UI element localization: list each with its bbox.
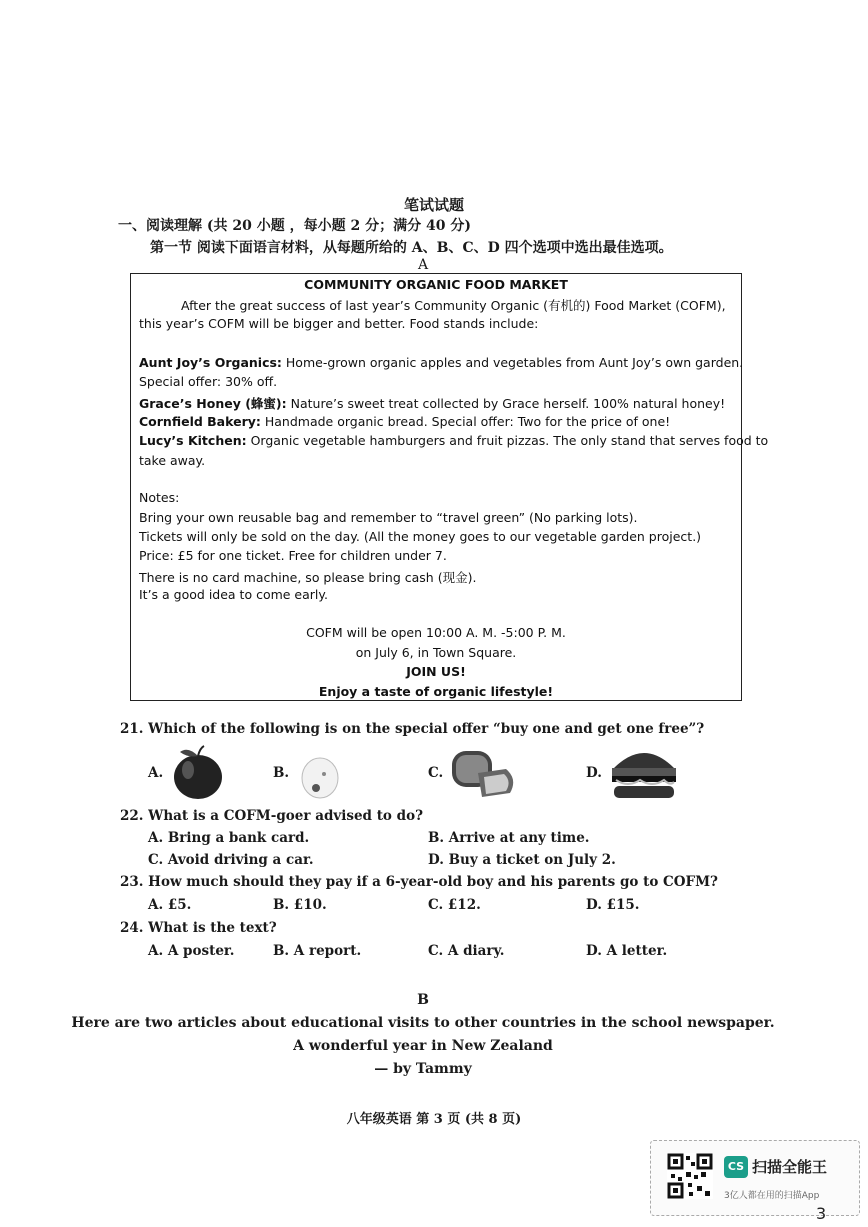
option-d: D. £15.: [586, 897, 640, 913]
article-title: A wonderful year in New Zealand: [293, 1038, 553, 1054]
option-c-label: C.: [428, 765, 444, 781]
note-item: There is no card machine, so please bring cash (现金).: [139, 570, 477, 585]
note-item: It’s a good idea to come early.: [139, 587, 328, 602]
qr-code-icon: [667, 1153, 713, 1199]
option-c: C. £12.: [428, 897, 481, 913]
question-21: 21. Which of the following is on the special offer “buy one and get one free”?: [120, 721, 705, 737]
option-c: C. Avoid driving a car.: [148, 852, 314, 868]
poster-intro-2: this year’s COFM will be bigger and better. Food stands include:: [139, 316, 539, 331]
question-24: 24. What is the text?: [120, 920, 277, 936]
question-23: 23. How much should they pay if a 6-year-old boy and his parents go to COFM?: [120, 874, 718, 890]
option-a: A. Bring a bank card.: [148, 830, 310, 846]
hamburger-icon: [608, 744, 680, 802]
page-footer: 八年级英语 第 3 页 (共 8 页): [346, 1112, 522, 1127]
stand-name: Lucy’s Kitchen:: [139, 433, 247, 448]
stand-name: Aunt Joy’s Organics:: [139, 355, 282, 370]
article-byline: — by Tammy: [374, 1061, 472, 1077]
bread-icon: [448, 743, 520, 803]
stand-text: Organic vegetable hamburgers and fruit pizzas. The only stand that serves food to: [246, 433, 769, 448]
notes-label: Notes:: [139, 490, 180, 505]
scanner-watermark: [650, 1140, 860, 1216]
scanner-logo-icon: CS: [724, 1156, 748, 1178]
poster-box: [130, 273, 769, 701]
page-number: 3: [816, 1204, 827, 1223]
page-title: 笔试试题: [403, 196, 464, 214]
join-us: JOIN US!: [406, 664, 466, 679]
option-b-label: B.: [273, 765, 290, 781]
section-instruction: 第一节 阅读下面语言材料，从每题所给的 A、B、C、D 四个选项中选出最佳选项。: [150, 240, 673, 256]
enjoy-tagline: Enjoy a taste of organic lifestyle!: [318, 684, 554, 699]
stand-cornfield: [139, 414, 670, 429]
scanner-tagline: 3亿人都在用的扫描App: [724, 1191, 820, 1201]
stand-text: Handmade organic bread. Special offer: Two for the price of one!: [260, 414, 671, 429]
passage-a-letter: A: [417, 257, 429, 273]
option-b: B. Arrive at any time.: [428, 830, 590, 846]
option-b: B. A report.: [273, 943, 362, 959]
stand-text: Home-grown organic apples and vegetables from Aunt Joy’s own garden.: [281, 355, 744, 370]
option-d: D. A letter.: [586, 943, 668, 959]
stand-name: Grace’s Honey (蜂蜜):: [139, 396, 287, 411]
stand-lucy: [139, 433, 768, 448]
stand-aunt-joy: [139, 355, 743, 370]
poster-intro-1: After the great success of last year’s Community Organic (有机的) Food Market (COFM),: [181, 298, 726, 313]
poster-title: COMMUNITY ORGANIC FOOD MARKET: [304, 277, 568, 292]
note-item: Bring your own reusable bag and remember to “travel green” (No parking lots).: [139, 510, 638, 525]
stand-aunt-joy-cont: Special offer: 30% off.: [139, 374, 278, 389]
option-a: A. £5.: [148, 897, 192, 913]
honey-jar-icon: [294, 750, 346, 802]
note-item: Price: £5 for one ticket. Free for children under 7.: [139, 548, 447, 563]
passage-b-intro: Here are two articles about educational visits to other countries in the school newspaper.: [71, 1015, 775, 1031]
option-d: D. Buy a ticket on July 2.: [428, 852, 616, 868]
section-heading: 一、阅读理解 (共 20 小题 ，每小题 2 分；满分 40 分): [118, 218, 471, 234]
stand-text: Nature’s sweet treat collected by Grace herself. 100% natural honey!: [286, 396, 726, 411]
option-a-label: A.: [148, 765, 164, 781]
option-c: C. A diary.: [428, 943, 505, 959]
option-b: B. £10.: [273, 897, 327, 913]
passage-b-letter: B: [417, 992, 429, 1008]
note-item: Tickets will only be sold on the day. (All the money goes to our vegetable garden project.): [139, 529, 702, 544]
open-hours: COFM will be open 10:00 A. M. -5:00 P. M.: [306, 625, 566, 640]
apple-icon: [168, 744, 230, 802]
question-22: 22. What is a COFM-goer advised to do?: [120, 808, 423, 824]
stand-name: Cornfield Bakery:: [139, 414, 261, 429]
option-d-label: D.: [586, 765, 602, 781]
open-date: on July 6, in Town Square.: [355, 645, 517, 660]
stand-grace: [139, 394, 725, 412]
scanner-app-name: 扫描全能王: [752, 1158, 828, 1176]
option-a: A. A poster.: [148, 943, 235, 959]
stand-lucy-cont: take away.: [139, 453, 206, 468]
